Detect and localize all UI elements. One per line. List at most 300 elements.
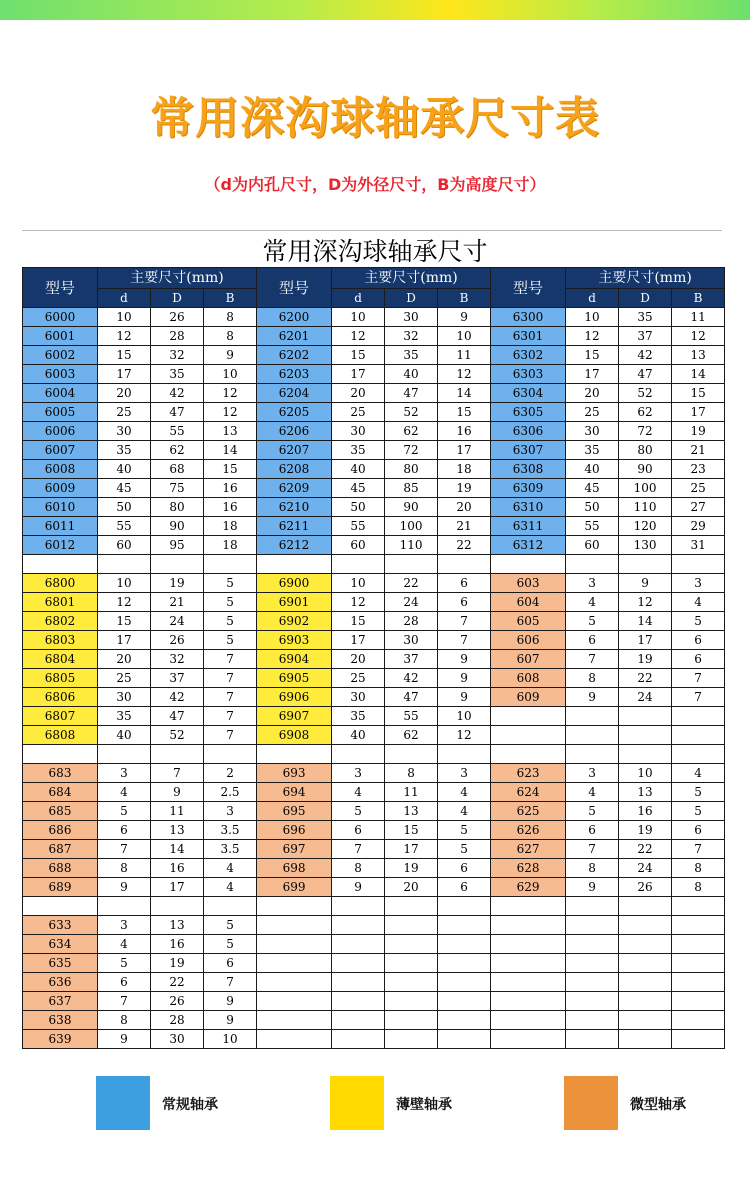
B-value-cell: 25 [672, 479, 725, 498]
B-value-cell: 6 [438, 574, 491, 593]
D-value-cell: 52 [385, 403, 438, 422]
page-title: 常用深沟球轴承尺寸表 [150, 93, 600, 144]
d-value-cell [566, 707, 619, 726]
B-value-cell: 6 [438, 859, 491, 878]
legend-label: 薄壁轴承 [396, 1097, 452, 1113]
D-value-cell: 19 [619, 650, 672, 669]
D-value-cell: 47 [385, 688, 438, 707]
B-value-cell: 6 [438, 878, 491, 897]
d-value-cell: 17 [566, 365, 619, 384]
model-cell: 6300 [491, 308, 566, 327]
B-value-cell: 9 [438, 650, 491, 669]
d-value-cell: 25 [98, 403, 151, 422]
D-value-cell: 11 [151, 802, 204, 821]
B-value-cell: 16 [204, 479, 257, 498]
model-cell: 6801 [23, 593, 98, 612]
D-value-cell [385, 897, 438, 916]
table-row [23, 403, 725, 422]
D-value-cell: 19 [385, 859, 438, 878]
B-value-cell: 18 [204, 517, 257, 536]
model-cell: 629 [491, 878, 566, 897]
B-value-cell: 5 [204, 916, 257, 935]
B-value-cell: 21 [672, 441, 725, 460]
B-value-cell [672, 745, 725, 764]
D-value-cell [619, 992, 672, 1011]
B-value-cell [672, 897, 725, 916]
table-row [23, 688, 725, 707]
table-row [23, 859, 725, 878]
d-value-cell: 10 [566, 308, 619, 327]
d-value-cell: 35 [98, 707, 151, 726]
model-cell: 6205 [257, 403, 332, 422]
D-value-cell: 40 [385, 365, 438, 384]
model-cell: 6207 [257, 441, 332, 460]
B-value-cell [672, 555, 725, 574]
d-value-cell: 10 [332, 574, 385, 593]
D-value-cell: 32 [151, 346, 204, 365]
D-value-cell: 20 [385, 878, 438, 897]
D-value-cell: 8 [385, 764, 438, 783]
B-value-cell: 17 [438, 441, 491, 460]
d-value-cell: 60 [332, 536, 385, 555]
d-value-cell: 3 [566, 574, 619, 593]
B-value-cell [438, 897, 491, 916]
table-row [23, 707, 725, 726]
model-cell: 697 [257, 840, 332, 859]
B-value-cell: 12 [438, 365, 491, 384]
model-cell: 6003 [23, 365, 98, 384]
D-value-cell: 37 [385, 650, 438, 669]
D-value-cell [619, 726, 672, 745]
D-value-cell: 55 [151, 422, 204, 441]
d-value-cell: 15 [98, 612, 151, 631]
D-value-cell: 35 [151, 365, 204, 384]
model-cell: 6203 [257, 365, 332, 384]
D-value-cell: 72 [385, 441, 438, 460]
model-cell: 6806 [23, 688, 98, 707]
model-cell [257, 1011, 332, 1030]
model-cell: 6006 [23, 422, 98, 441]
d-value-cell: 9 [98, 878, 151, 897]
D-value-cell [619, 707, 672, 726]
model-cell: 6903 [257, 631, 332, 650]
B-value-cell: 5 [438, 821, 491, 840]
B-value-cell [438, 935, 491, 954]
model-cell: 6210 [257, 498, 332, 517]
B-value-cell: 6 [672, 631, 725, 650]
B-value-cell: 5 [204, 593, 257, 612]
D-value-cell: 72 [619, 422, 672, 441]
B-value-cell: 9 [438, 688, 491, 707]
table-row [23, 384, 725, 403]
D-value-cell: 52 [619, 384, 672, 403]
d-value-cell: 5 [332, 802, 385, 821]
B-value-cell: 4 [204, 878, 257, 897]
d-value-cell [566, 745, 619, 764]
width-header: B [438, 289, 491, 308]
B-value-cell: 14 [438, 384, 491, 403]
D-value-cell: 19 [151, 954, 204, 973]
model-cell: 634 [23, 935, 98, 954]
table-row [23, 441, 725, 460]
width-header: B [204, 289, 257, 308]
model-cell: 6009 [23, 479, 98, 498]
d-value-cell [332, 992, 385, 1011]
B-value-cell: 16 [438, 422, 491, 441]
B-value-cell: 8 [204, 327, 257, 346]
model-cell [257, 973, 332, 992]
model-cell: 685 [23, 802, 98, 821]
d-value-cell [332, 745, 385, 764]
D-value-cell: 100 [385, 517, 438, 536]
model-cell: 693 [257, 764, 332, 783]
D-value-cell: 22 [619, 669, 672, 688]
D-value-cell: 28 [151, 327, 204, 346]
D-value-cell: 28 [385, 612, 438, 631]
bearing-size-table [22, 267, 725, 1049]
d-value-cell: 15 [98, 346, 151, 365]
d-value-cell [332, 555, 385, 574]
B-value-cell [672, 973, 725, 992]
d-value-cell: 6 [98, 973, 151, 992]
model-cell: 6211 [257, 517, 332, 536]
d-value-cell: 20 [566, 384, 619, 403]
model-cell [491, 707, 566, 726]
d-value-cell [332, 916, 385, 935]
model-cell: 6808 [23, 726, 98, 745]
model-cell: 627 [491, 840, 566, 859]
B-value-cell: 7 [204, 973, 257, 992]
D-value-cell: 19 [151, 574, 204, 593]
d-value-cell: 7 [332, 840, 385, 859]
D-value-cell [385, 555, 438, 574]
model-cell: 6302 [491, 346, 566, 365]
D-value-cell: 14 [151, 840, 204, 859]
model-cell: 605 [491, 612, 566, 631]
model-cell: 683 [23, 764, 98, 783]
d-value-cell [332, 1030, 385, 1049]
main-size-header: 主要尺寸(mm) [98, 268, 257, 289]
d-value-cell: 45 [98, 479, 151, 498]
model-cell: 623 [491, 764, 566, 783]
model-cell [257, 992, 332, 1011]
model-cell: 6005 [23, 403, 98, 422]
d-value-cell [566, 954, 619, 973]
table-row [23, 669, 725, 688]
D-value-cell: 17 [151, 878, 204, 897]
B-value-cell: 7 [204, 669, 257, 688]
model-cell: 6010 [23, 498, 98, 517]
D-value-cell: 26 [151, 992, 204, 1011]
model-cell: 635 [23, 954, 98, 973]
B-value-cell: 7 [204, 688, 257, 707]
D-value-cell: 26 [151, 631, 204, 650]
table-row [23, 821, 725, 840]
D-value-cell: 9 [619, 574, 672, 593]
model-cell: 6807 [23, 707, 98, 726]
d-value-cell: 12 [332, 593, 385, 612]
d-value-cell: 25 [98, 669, 151, 688]
B-value-cell [204, 745, 257, 764]
D-value-cell: 32 [385, 327, 438, 346]
d-value-cell: 8 [98, 1011, 151, 1030]
d-value-cell: 25 [332, 403, 385, 422]
B-value-cell: 29 [672, 517, 725, 536]
D-value-cell: 52 [151, 726, 204, 745]
model-cell: 6007 [23, 441, 98, 460]
model-cell: 626 [491, 821, 566, 840]
d-value-cell: 60 [566, 536, 619, 555]
B-value-cell: 3.5 [204, 840, 257, 859]
table-row [23, 783, 725, 802]
B-value-cell: 13 [204, 422, 257, 441]
d-value-cell [566, 897, 619, 916]
table-row [23, 346, 725, 365]
table-title: 常用深沟球轴承尺寸 [262, 237, 488, 266]
D-value-cell: 47 [619, 365, 672, 384]
B-value-cell [438, 745, 491, 764]
table-row [23, 650, 725, 669]
d-value-cell: 17 [332, 365, 385, 384]
B-value-cell: 8 [204, 308, 257, 327]
model-cell: 6202 [257, 346, 332, 365]
D-value-cell: 13 [619, 783, 672, 802]
table-row [23, 992, 725, 1011]
d-value-cell: 20 [98, 384, 151, 403]
model-cell: 698 [257, 859, 332, 878]
B-value-cell: 3 [204, 802, 257, 821]
table-row [23, 631, 725, 650]
model-cell [491, 1011, 566, 1030]
model-cell [491, 555, 566, 574]
B-value-cell: 9 [204, 346, 257, 365]
D-value-cell: 100 [619, 479, 672, 498]
B-value-cell: 18 [438, 460, 491, 479]
model-cell [491, 973, 566, 992]
d-value-cell: 35 [332, 707, 385, 726]
table-row [23, 327, 725, 346]
D-value-cell: 62 [151, 441, 204, 460]
D-value-cell: 68 [151, 460, 204, 479]
d-value-cell: 17 [332, 631, 385, 650]
model-cell [491, 1030, 566, 1049]
D-value-cell: 110 [619, 498, 672, 517]
D-value-cell: 85 [385, 479, 438, 498]
table-row [23, 612, 725, 631]
B-value-cell [438, 555, 491, 574]
B-value-cell [672, 1030, 725, 1049]
D-value-cell: 62 [385, 726, 438, 745]
d-value-cell: 10 [98, 308, 151, 327]
d-value-cell [566, 1030, 619, 1049]
outer-diameter-header: D [151, 289, 204, 308]
B-value-cell: 10 [204, 1030, 257, 1049]
d-value-cell: 35 [98, 441, 151, 460]
inner-diameter-header: d [332, 289, 385, 308]
divider [22, 230, 722, 231]
D-value-cell: 110 [385, 536, 438, 555]
D-value-cell: 30 [385, 631, 438, 650]
d-value-cell: 15 [332, 346, 385, 365]
D-value-cell: 19 [619, 821, 672, 840]
d-value-cell [98, 745, 151, 764]
d-value-cell: 50 [332, 498, 385, 517]
table-row [23, 574, 725, 593]
model-cell [491, 745, 566, 764]
model-cell: 6805 [23, 669, 98, 688]
D-value-cell: 47 [151, 403, 204, 422]
model-cell: 6000 [23, 308, 98, 327]
d-value-cell [566, 973, 619, 992]
B-value-cell: 3 [672, 574, 725, 593]
D-value-cell: 22 [151, 973, 204, 992]
legend-swatch [564, 1076, 618, 1130]
model-cell: 6802 [23, 612, 98, 631]
B-value-cell [438, 954, 491, 973]
D-value-cell: 16 [619, 802, 672, 821]
model-cell: 6212 [257, 536, 332, 555]
model-cell: 6800 [23, 574, 98, 593]
d-value-cell: 9 [566, 688, 619, 707]
D-value-cell [619, 897, 672, 916]
table-row [23, 422, 725, 441]
d-value-cell [566, 935, 619, 954]
B-value-cell: 10 [204, 365, 257, 384]
model-cell: 6200 [257, 308, 332, 327]
model-cell: 608 [491, 669, 566, 688]
table-row [23, 802, 725, 821]
d-value-cell: 7 [98, 840, 151, 859]
B-value-cell: 16 [204, 498, 257, 517]
model-cell: 6902 [257, 612, 332, 631]
legend-label: 常规轴承 [162, 1097, 218, 1113]
D-value-cell: 42 [151, 688, 204, 707]
D-value-cell [385, 992, 438, 1011]
model-cell: 624 [491, 783, 566, 802]
model-cell: 6908 [257, 726, 332, 745]
B-value-cell: 4 [672, 593, 725, 612]
model-cell: 686 [23, 821, 98, 840]
D-value-cell: 13 [385, 802, 438, 821]
table-row [23, 555, 725, 574]
D-value-cell: 47 [151, 707, 204, 726]
d-value-cell: 55 [332, 517, 385, 536]
B-value-cell: 14 [204, 441, 257, 460]
legend-swatch [330, 1076, 384, 1130]
B-value-cell: 15 [438, 403, 491, 422]
top-gradient-bar [0, 0, 750, 20]
B-value-cell: 17 [672, 403, 725, 422]
model-cell: 6004 [23, 384, 98, 403]
B-value-cell [438, 1030, 491, 1049]
B-value-cell: 5 [204, 631, 257, 650]
d-value-cell: 25 [332, 669, 385, 688]
B-value-cell [438, 973, 491, 992]
D-value-cell: 17 [619, 631, 672, 650]
D-value-cell [385, 954, 438, 973]
D-value-cell: 24 [619, 688, 672, 707]
D-value-cell: 15 [385, 821, 438, 840]
model-cell: 689 [23, 878, 98, 897]
B-value-cell: 11 [438, 346, 491, 365]
d-value-cell: 3 [98, 764, 151, 783]
D-value-cell: 62 [385, 422, 438, 441]
d-value-cell [566, 1011, 619, 1030]
model-cell [257, 935, 332, 954]
B-value-cell: 7 [438, 612, 491, 631]
model-cell: 6305 [491, 403, 566, 422]
B-value-cell [204, 555, 257, 574]
D-value-cell: 13 [151, 821, 204, 840]
d-value-cell: 6 [332, 821, 385, 840]
model-cell: 6803 [23, 631, 98, 650]
D-value-cell: 130 [619, 536, 672, 555]
D-value-cell: 22 [619, 840, 672, 859]
model-cell [257, 1030, 332, 1049]
table-row [23, 536, 725, 555]
d-value-cell: 25 [566, 403, 619, 422]
table-row [23, 840, 725, 859]
model-cell: 684 [23, 783, 98, 802]
d-value-cell: 10 [332, 308, 385, 327]
d-value-cell: 9 [332, 878, 385, 897]
model-header: 型号 [257, 268, 332, 308]
D-value-cell: 35 [619, 308, 672, 327]
D-value-cell [619, 973, 672, 992]
model-cell: 6901 [257, 593, 332, 612]
model-cell: 696 [257, 821, 332, 840]
d-value-cell: 40 [98, 460, 151, 479]
d-value-cell: 7 [566, 840, 619, 859]
d-value-cell: 50 [98, 498, 151, 517]
D-value-cell [619, 1011, 672, 1030]
table-row [23, 308, 725, 327]
B-value-cell: 7 [672, 840, 725, 859]
d-value-cell: 40 [566, 460, 619, 479]
D-value-cell: 10 [619, 764, 672, 783]
d-value-cell: 20 [332, 650, 385, 669]
B-value-cell: 12 [672, 327, 725, 346]
D-value-cell: 30 [385, 308, 438, 327]
model-cell: 6307 [491, 441, 566, 460]
D-value-cell: 24 [151, 612, 204, 631]
table-row [23, 916, 725, 935]
d-value-cell [566, 992, 619, 1011]
table-row [23, 593, 725, 612]
B-value-cell [672, 707, 725, 726]
d-value-cell: 8 [566, 859, 619, 878]
d-value-cell [566, 726, 619, 745]
model-cell: 6001 [23, 327, 98, 346]
D-value-cell [385, 916, 438, 935]
d-value-cell: 30 [332, 422, 385, 441]
d-value-cell: 45 [332, 479, 385, 498]
D-value-cell: 120 [619, 517, 672, 536]
B-value-cell: 5 [672, 612, 725, 631]
d-value-cell: 10 [98, 574, 151, 593]
d-value-cell: 45 [566, 479, 619, 498]
B-value-cell: 5 [204, 612, 257, 631]
d-value-cell: 4 [98, 935, 151, 954]
legend-label: 微型轴承 [630, 1097, 686, 1113]
model-cell: 695 [257, 802, 332, 821]
table-row [23, 973, 725, 992]
B-value-cell: 7 [438, 631, 491, 650]
model-cell: 628 [491, 859, 566, 878]
d-value-cell: 60 [98, 536, 151, 555]
d-value-cell: 5 [566, 612, 619, 631]
legend-swatch [96, 1076, 150, 1130]
